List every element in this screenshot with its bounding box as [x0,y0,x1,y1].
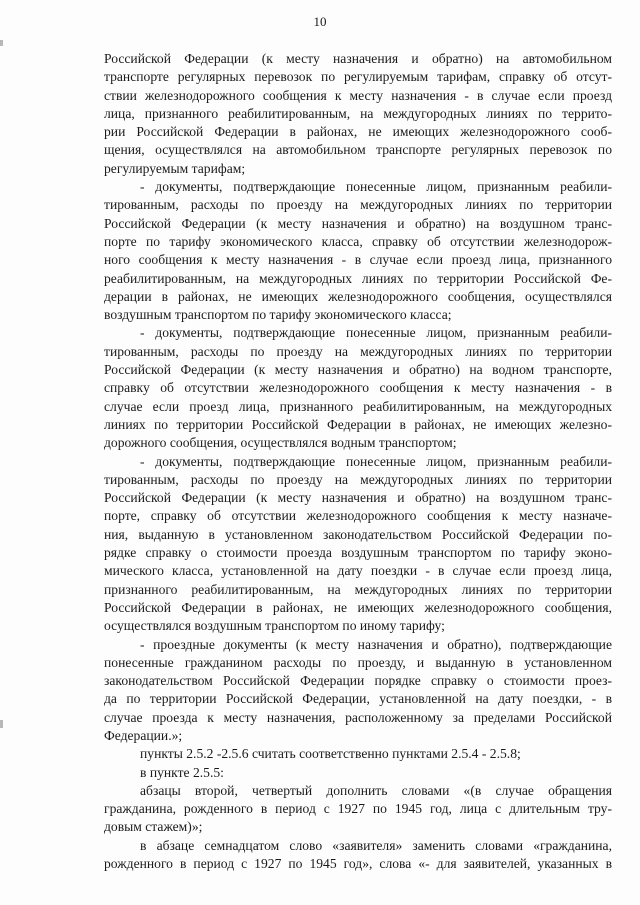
text-line: случае проезда к месту назначения, расположенному за пределами Российской [104,709,612,725]
text-line: рожденного в период с 1927 по 1945 год», слова «- для заявителей, указанных в [104,856,612,872]
paragraph-p8 [104,782,612,837]
text-line: дорожного сообщения, осуществлялся водным транспортом; [104,435,457,451]
paragraph-p9 [104,837,612,874]
text-line: признанного реабилитированным, на междугородных линиях по территории [104,581,612,597]
text-line: осуществлялся воздушным транспортом по иному тарифу; [104,618,445,634]
paragraph-p3 [104,324,612,452]
text-line: воздушным транспортом по тарифу экономического класса; [104,307,452,323]
text-line: тированным, расходы по проезду на междугородных линиях по территории [104,471,612,487]
text-line: - документы, подтверждающие понесенные лицом, признанным реабили- [140,179,612,195]
text-line: абзацы второй, четвертый дополнить словами «(в случае обращения [140,782,612,798]
text-line: рядке справку о стоимости проезда воздушным транспортом по тарифу эконо- [104,545,612,561]
text-line: в пункте 2.5.5: [140,764,224,780]
text-line: тированным, расходы по проезду на междугородных линиях по территории [104,197,612,213]
text-line: понесенные гражданином расходы по проезду, и выданную в установленном [104,654,612,670]
text-line: в абзаце семнадцатом слово «заявителя» заменить словами «гражданина, [140,837,612,853]
text-line: рии Российской Федерации в районах, не имеющих железнодорожного сооб- [104,124,612,140]
text-line: Российской Федерации (к месту назначения и обратно) на автомобильном [104,51,612,66]
text-line: Федерации.»; [104,727,183,743]
text-line: - проездные документы (к месту назначения и обратно), подтверждающие [140,636,612,652]
text-line: да по территории Российской Федерации, установленной на дату поездки, - в [104,691,612,707]
paragraph-p5 [104,636,612,746]
text-line: пункты 2.5.2 -2.5.6 считать соответственно пунктами 2.5.4 - 2.5.8; [140,746,521,762]
document-body [104,50,612,873]
text-line: порте, справку об отсутствии железнодорожного сообщения к месту назначе- [104,508,612,524]
paragraph-p6 [104,745,612,763]
text-line: справку об отсутствии железнодорожного сообщения к месту назначения - в [104,380,612,396]
text-line: ния, выданную в установленном законодательством Российской Федерации по- [104,526,612,542]
text-line: - документы, подтверждающие понесенные лицом, признанным реабили- [140,453,612,469]
paragraph-p4 [104,453,612,636]
text-line: - документы, подтверждающие понесенные лицом, признанным реабили- [140,325,612,341]
text-line: Российской Федерации (к месту назначения и обратно) на воздушном транс- [104,215,612,231]
text-line: регулируемым тарифам; [104,160,246,176]
text-line: дерации в районах, не имеющих железнодорожного сообщения, осуществлялся [104,288,612,304]
text-line: лица, признанного реабилитированным, на междугородных линиях по террито- [104,105,612,121]
scan-edge-mark [0,40,3,46]
text-line: гражданина, рожденного в период с 1927 по 1945 год, лица с длительным тру- [104,801,612,817]
text-line: транспорте регулярных перевозок по регулируемым тарифам, справку об отсут- [104,69,612,85]
text-line: щения, осуществлялся на автомобильном транспорте регулярных перевозок по [104,142,612,158]
text-line: Российской Федерации в районах, не имеющих железнодорожного сообщения, [104,599,612,615]
text-line: реабилитированным, на междугородных линиях по территории Российской Фе- [104,270,612,286]
scan-edge-mark [0,720,3,728]
paragraph-p7 [104,764,612,782]
text-line: довым стажем)»; [104,819,203,835]
text-line: Российской Федерации (к месту назначения и обратно) на воздушном транс- [104,490,612,506]
text-line: ствии железнодорожного сообщения к месту назначения - в случае если проезд [104,87,612,103]
paragraph-p2 [104,178,612,324]
text-line: случае если проезд лица, признанного реабилитированным, на междугородных [104,398,612,414]
page-number: 10 [313,14,327,29]
paragraph-p1 [104,50,612,178]
text-line: тированным, расходы по проезду на междугородных линиях по территории [104,343,612,359]
text-line: мического класса, установленной на дату поездки - в случае если проезд лица, [104,563,612,579]
text-line: ного сообщения к месту назначения - в случае если проезд лица, признанного [104,252,612,268]
text-line: Российской Федерации (к месту назначения и обратно) на водном транспорте, [104,362,612,378]
text-line: законодательством Российской Федерации порядке справку о стоимости проез- [104,673,612,689]
text-line: порте по тарифу экономического класса, справку об отсутствии железнодорож- [104,233,612,249]
text-line: линиях по территории Российской Федерации в районах, не имеющих железно- [104,416,612,432]
